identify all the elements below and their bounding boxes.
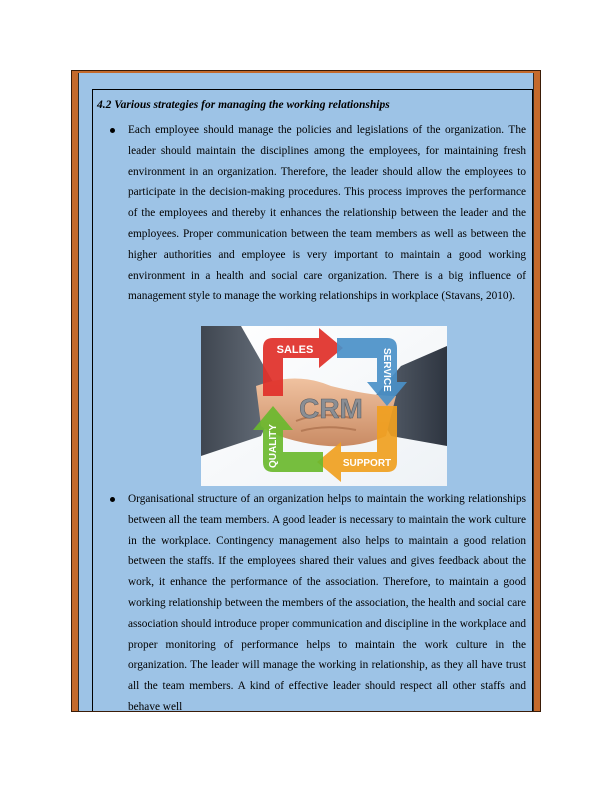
bullet-item xyxy=(128,120,526,307)
crm-label: CRM xyxy=(299,393,363,424)
sales-label: SALES xyxy=(276,344,314,356)
bullet-paragraph: Organisational structure of an organization helps to maintain the working relationships between all the team members. A good leader is necessary to maintain the work culture in the workplace. Contingency management also helps to maintain a good relation between the staffs. If the employees shared their values and gives feedback about the work, it enhance the performance of the association. Therefore, to maintain a good working relationship between the members of the association, the health and social care association should introduce proper communication and discipline in the workplace and proper monitoring of performance helps to maintain the work culture in the organization. The leader will manage the working in relationship, as they all have trust all the team members. A kind of effective leader should respect all other staffs and behave well xyxy=(128,493,526,711)
page-content-area xyxy=(78,73,534,711)
text-box xyxy=(92,89,533,711)
support-label: SUPPORT xyxy=(342,458,392,469)
service-label: SERVICE xyxy=(381,348,392,392)
quality-label: QUALITY xyxy=(268,424,279,468)
bullet-paragraph: Each employee should manage the policies and legislations of the organization. The leader should maintain the disciplines among the employees, for maintaining fresh environment in an organization. Therefore, the leader should allow the employees to participate in the decision-making procedures. This process improves the performance of the employees and thereby it enhances the relationship between the leader and the employees. Proper communication between the team members as well as between the higher authorities and employee is very important to maintain a good working environment in a health and social care organization. There is a big influence of management style to manage the working relationships in workplace (Stavans, 2010). xyxy=(128,124,526,303)
bullet-item xyxy=(128,489,526,711)
section-heading: 4.2 Various strategies for managing the working relationships xyxy=(97,99,390,111)
page-border-frame xyxy=(71,70,541,712)
bullet-icon xyxy=(110,497,115,502)
crm-handshake-image xyxy=(201,326,447,486)
crm-figure xyxy=(201,326,447,486)
bullet-icon xyxy=(110,128,115,133)
